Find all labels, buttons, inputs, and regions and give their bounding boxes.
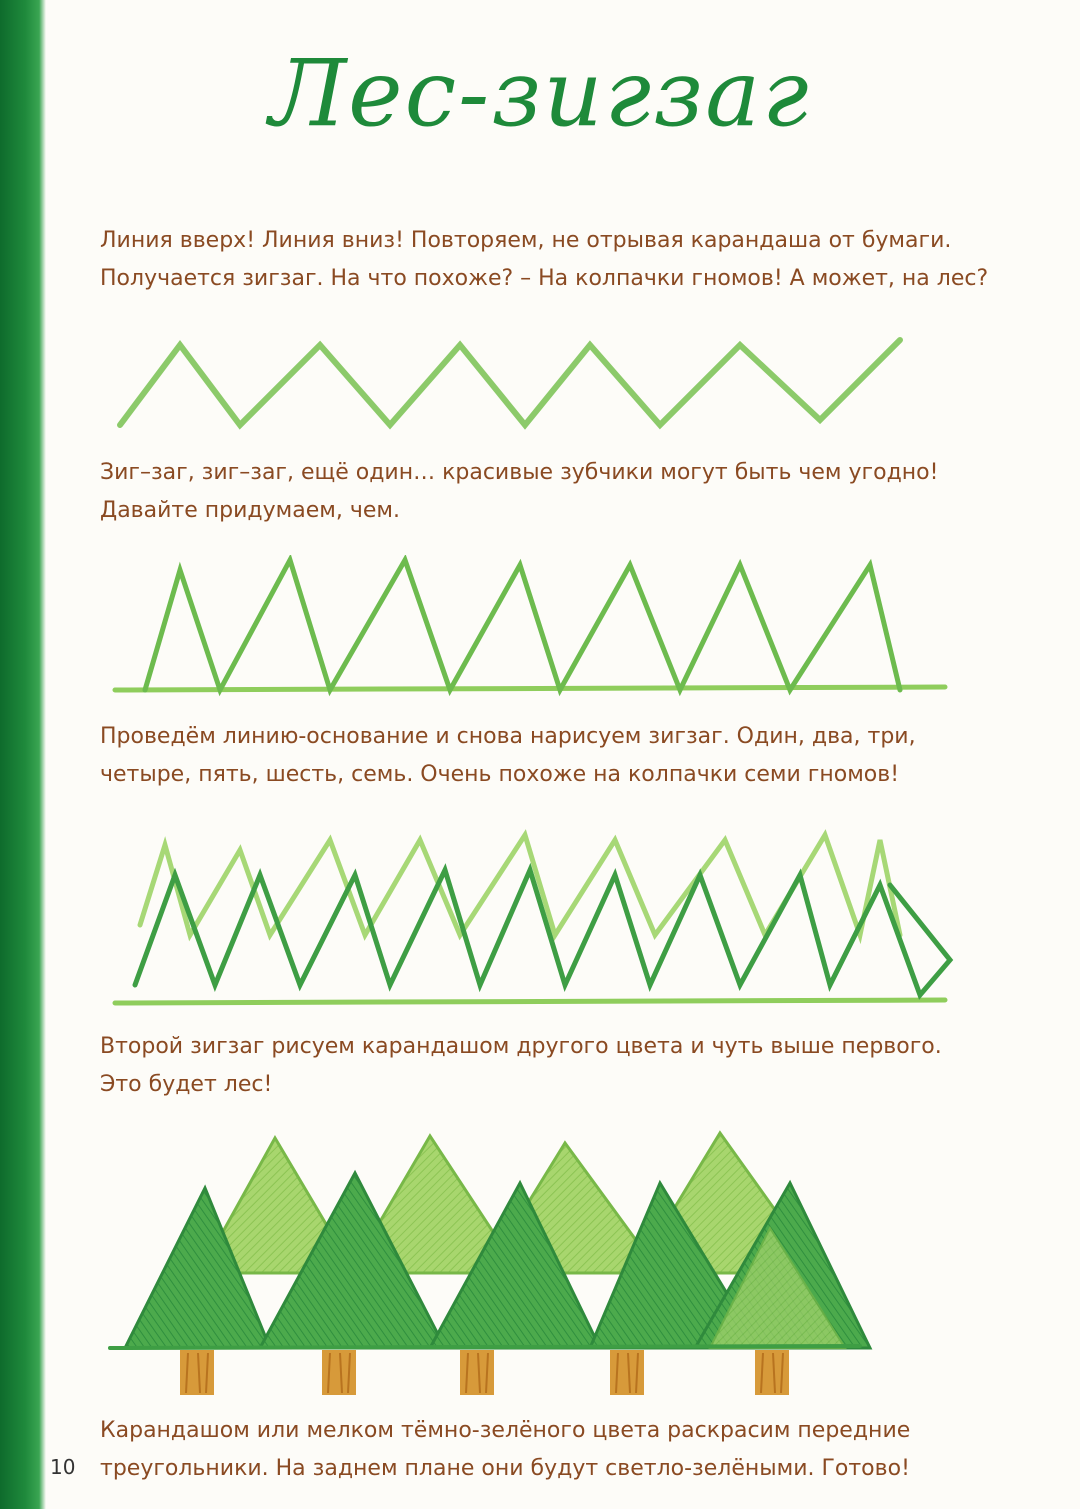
zigzag-line	[145, 560, 900, 690]
paragraph-1	[100, 222, 1020, 298]
zigzag-line	[120, 340, 900, 425]
paragraph-line: Давайте придумаем, чем.	[100, 498, 400, 523]
paragraph-line: треугольники. На заднем плане они будут светло-зелёными. Готово!	[100, 1456, 910, 1481]
paragraph-line: Второй зигзаг рисуем карандашом другого цвета и чуть выше первого.	[100, 1034, 942, 1059]
page-number: 10	[50, 1455, 76, 1479]
page-title: Лес-зигзаг	[269, 40, 811, 147]
double-zigzag-drawing	[100, 825, 960, 1010]
green-side-stripe	[0, 0, 46, 1509]
tree-trunk	[322, 1350, 356, 1395]
tree-trunk	[610, 1350, 644, 1395]
forest-drawing	[100, 1128, 960, 1398]
tree-trunk	[460, 1350, 494, 1395]
paragraph-3	[100, 718, 1020, 794]
baseline	[115, 1000, 945, 1003]
zigzag-drawing	[100, 330, 960, 440]
paragraph-line: Проведём линию-основание и снова нарисуем зигзаг. Один, два, три,	[100, 724, 916, 749]
baseline	[110, 1346, 860, 1348]
tree-trunk	[755, 1350, 789, 1395]
paragraph-line: четыре, пять, шесть, семь. Очень похоже на колпачки семи гномов!	[100, 762, 900, 787]
baseline	[115, 687, 945, 690]
paragraph-5	[100, 1412, 1020, 1488]
paragraph-4	[100, 1028, 1020, 1104]
paragraph-line: Карандашом или мелком тёмно-зелёного цвета раскрасим передние	[100, 1418, 911, 1443]
tree-trunk	[180, 1350, 214, 1395]
paragraph-line: Зиг–заг, зиг–заг, ещё один… красивые зубчики могут быть чем угодно!	[100, 460, 939, 485]
paragraph-line: Это будет лес!	[100, 1072, 273, 1097]
zigzag-with-baseline-drawing	[100, 555, 960, 700]
tree-trunks	[180, 1350, 789, 1395]
paragraph-2	[100, 454, 1020, 530]
paragraph-line: Линия вверх! Линия вниз! Повторяем, не отрывая карандаша от бумаги.	[100, 228, 952, 253]
paragraph-line: Получается зигзаг. На что похоже? – На колпачки гномов! А может, на лес?	[100, 266, 989, 291]
